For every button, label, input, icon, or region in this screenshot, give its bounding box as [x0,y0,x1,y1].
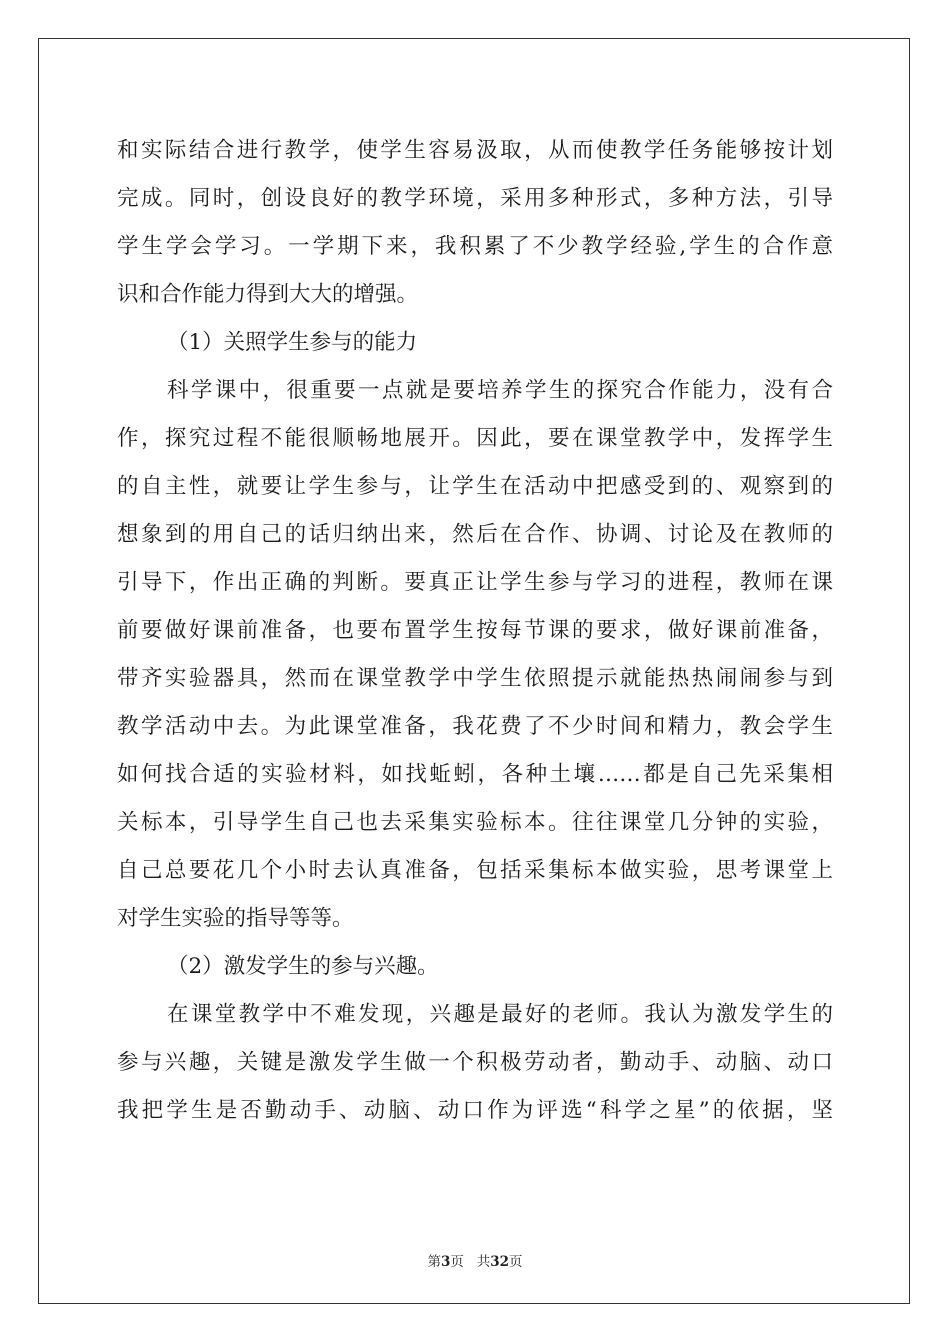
page-current: 3 [440,1254,451,1270]
text-line: 教学活动中去。为此课堂准备，我花费了不少时间和精力，教会学生 [117,714,833,739]
text-line: 和实际结合进行教学，使学生容易汲取，从而使教学任务能够按计划 [117,138,833,163]
text-line: 对学生实验的指导等等。 [117,906,354,931]
text-line: 参与兴趣，关键是激发学生做一个积极劳动者，勤动手、动脑、动口 [117,1050,833,1075]
text-line: 前要做好课前准备，也要布置学生按每节课的要求，做好课前准备， [117,618,833,643]
text-line: 关标本，引导学生自己也去采集实验标本。往往课堂几分钟的实验， [117,810,833,835]
text-line: 科学课中，很重要一点就是要培养学生的探究合作能力，没有合 [167,378,833,403]
text-line: 引导下，作出正确的判断。要真正让学生参与学习的进程，教师在课 [117,570,833,595]
text-line: 的自主性，就要让学生参与，让学生在活动中把感受到的、观察到的 [117,474,833,499]
total-prefix: 共 [476,1254,491,1270]
page-prefix: 第 [427,1254,441,1270]
text-line: 学生学会学习。一学期下来，我积累了不少教学经验,学生的合作意 [117,234,833,259]
page-total: 32 [490,1254,510,1270]
text-line: 完成。同时，创设良好的教学环境，采用多种形式，多种方法，引导 [117,186,833,211]
total-unit: 页 [509,1254,523,1270]
section-heading: （2）激发学生的参与兴趣。 [167,954,439,979]
text-line: 如何找合适的实验材料，如找蚯蚓，各种土壤……都是自己先采集相 [117,762,833,787]
document-body [117,127,833,1135]
text-line: 作，探究过程不能很顺畅地展开。因此，要在课堂教学中，发挥学生 [117,426,833,451]
text-line: 识和合作能力得到大大的增强。 [117,282,419,307]
text-line: 带齐实验器具，然而在课堂教学中学生依照提示就能热热闹闹参与到 [117,666,833,691]
text-line: 自己总要花几个小时去认真准备，包括采集标本做实验，思考课堂上 [117,858,833,883]
text-line: 想象到的用自己的话归纳出来，然后在合作、协调、讨论及在教师的 [117,522,833,547]
text-line: 我把学生是否勤动手、动脑、动口作为评选“科学之星”的依据，坚 [117,1098,833,1123]
page-unit: 页 [450,1254,464,1270]
section-heading: （1）关照学生参与的能力 [167,330,418,355]
page-footer [0,1250,950,1270]
text-line: 在课堂教学中不难发现，兴趣是最好的老师。我认为激发学生的 [167,1002,833,1027]
